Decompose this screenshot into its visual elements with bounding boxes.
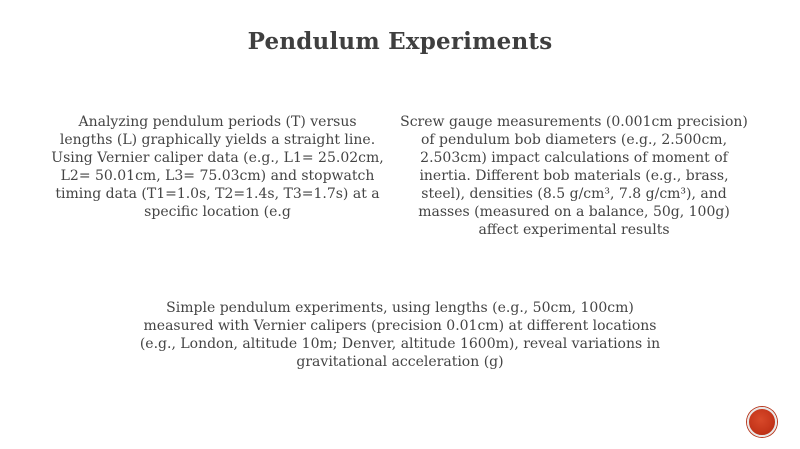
left-text-block: Analyzing pendulum periods (T) versus lengths (L) graphically yields a straight line. Using Vernier caliper data (e.g., L1= 25.02cm, L2= 50.01cm, L3= 75.03cm) and stopwatch timing data (T1=1.0s, T2=1.4s, T3=1.7s) at a specific location (e.g bbox=[51, 114, 384, 220]
bottom-text-block: Simple pendulum experiments, using lengths (e.g., 50cm, 100cm) measured with Vernier calipers (precision 0.01cm) at different locations (e.g., London, altitude 10m; Denver, altitude 1600m), reveal variations in gravitational acceleration (g) bbox=[139, 300, 661, 370]
circle-button-icon[interactable] bbox=[747, 407, 777, 437]
right-text-block: Screw gauge measurements (0.001cm precision) of pendulum bob diameters (e.g., 2.500cm, 2.503cm) impact calculations of moment of inertia. Different bob materials (e.g., brass, steel), densities (8.5 g/cm³, 7.8 g/cm³), and masses (measured on a balance, 50g, 100g) affect experimental results bbox=[400, 114, 748, 238]
slide-title: Pendulum Experiments bbox=[247, 28, 553, 55]
